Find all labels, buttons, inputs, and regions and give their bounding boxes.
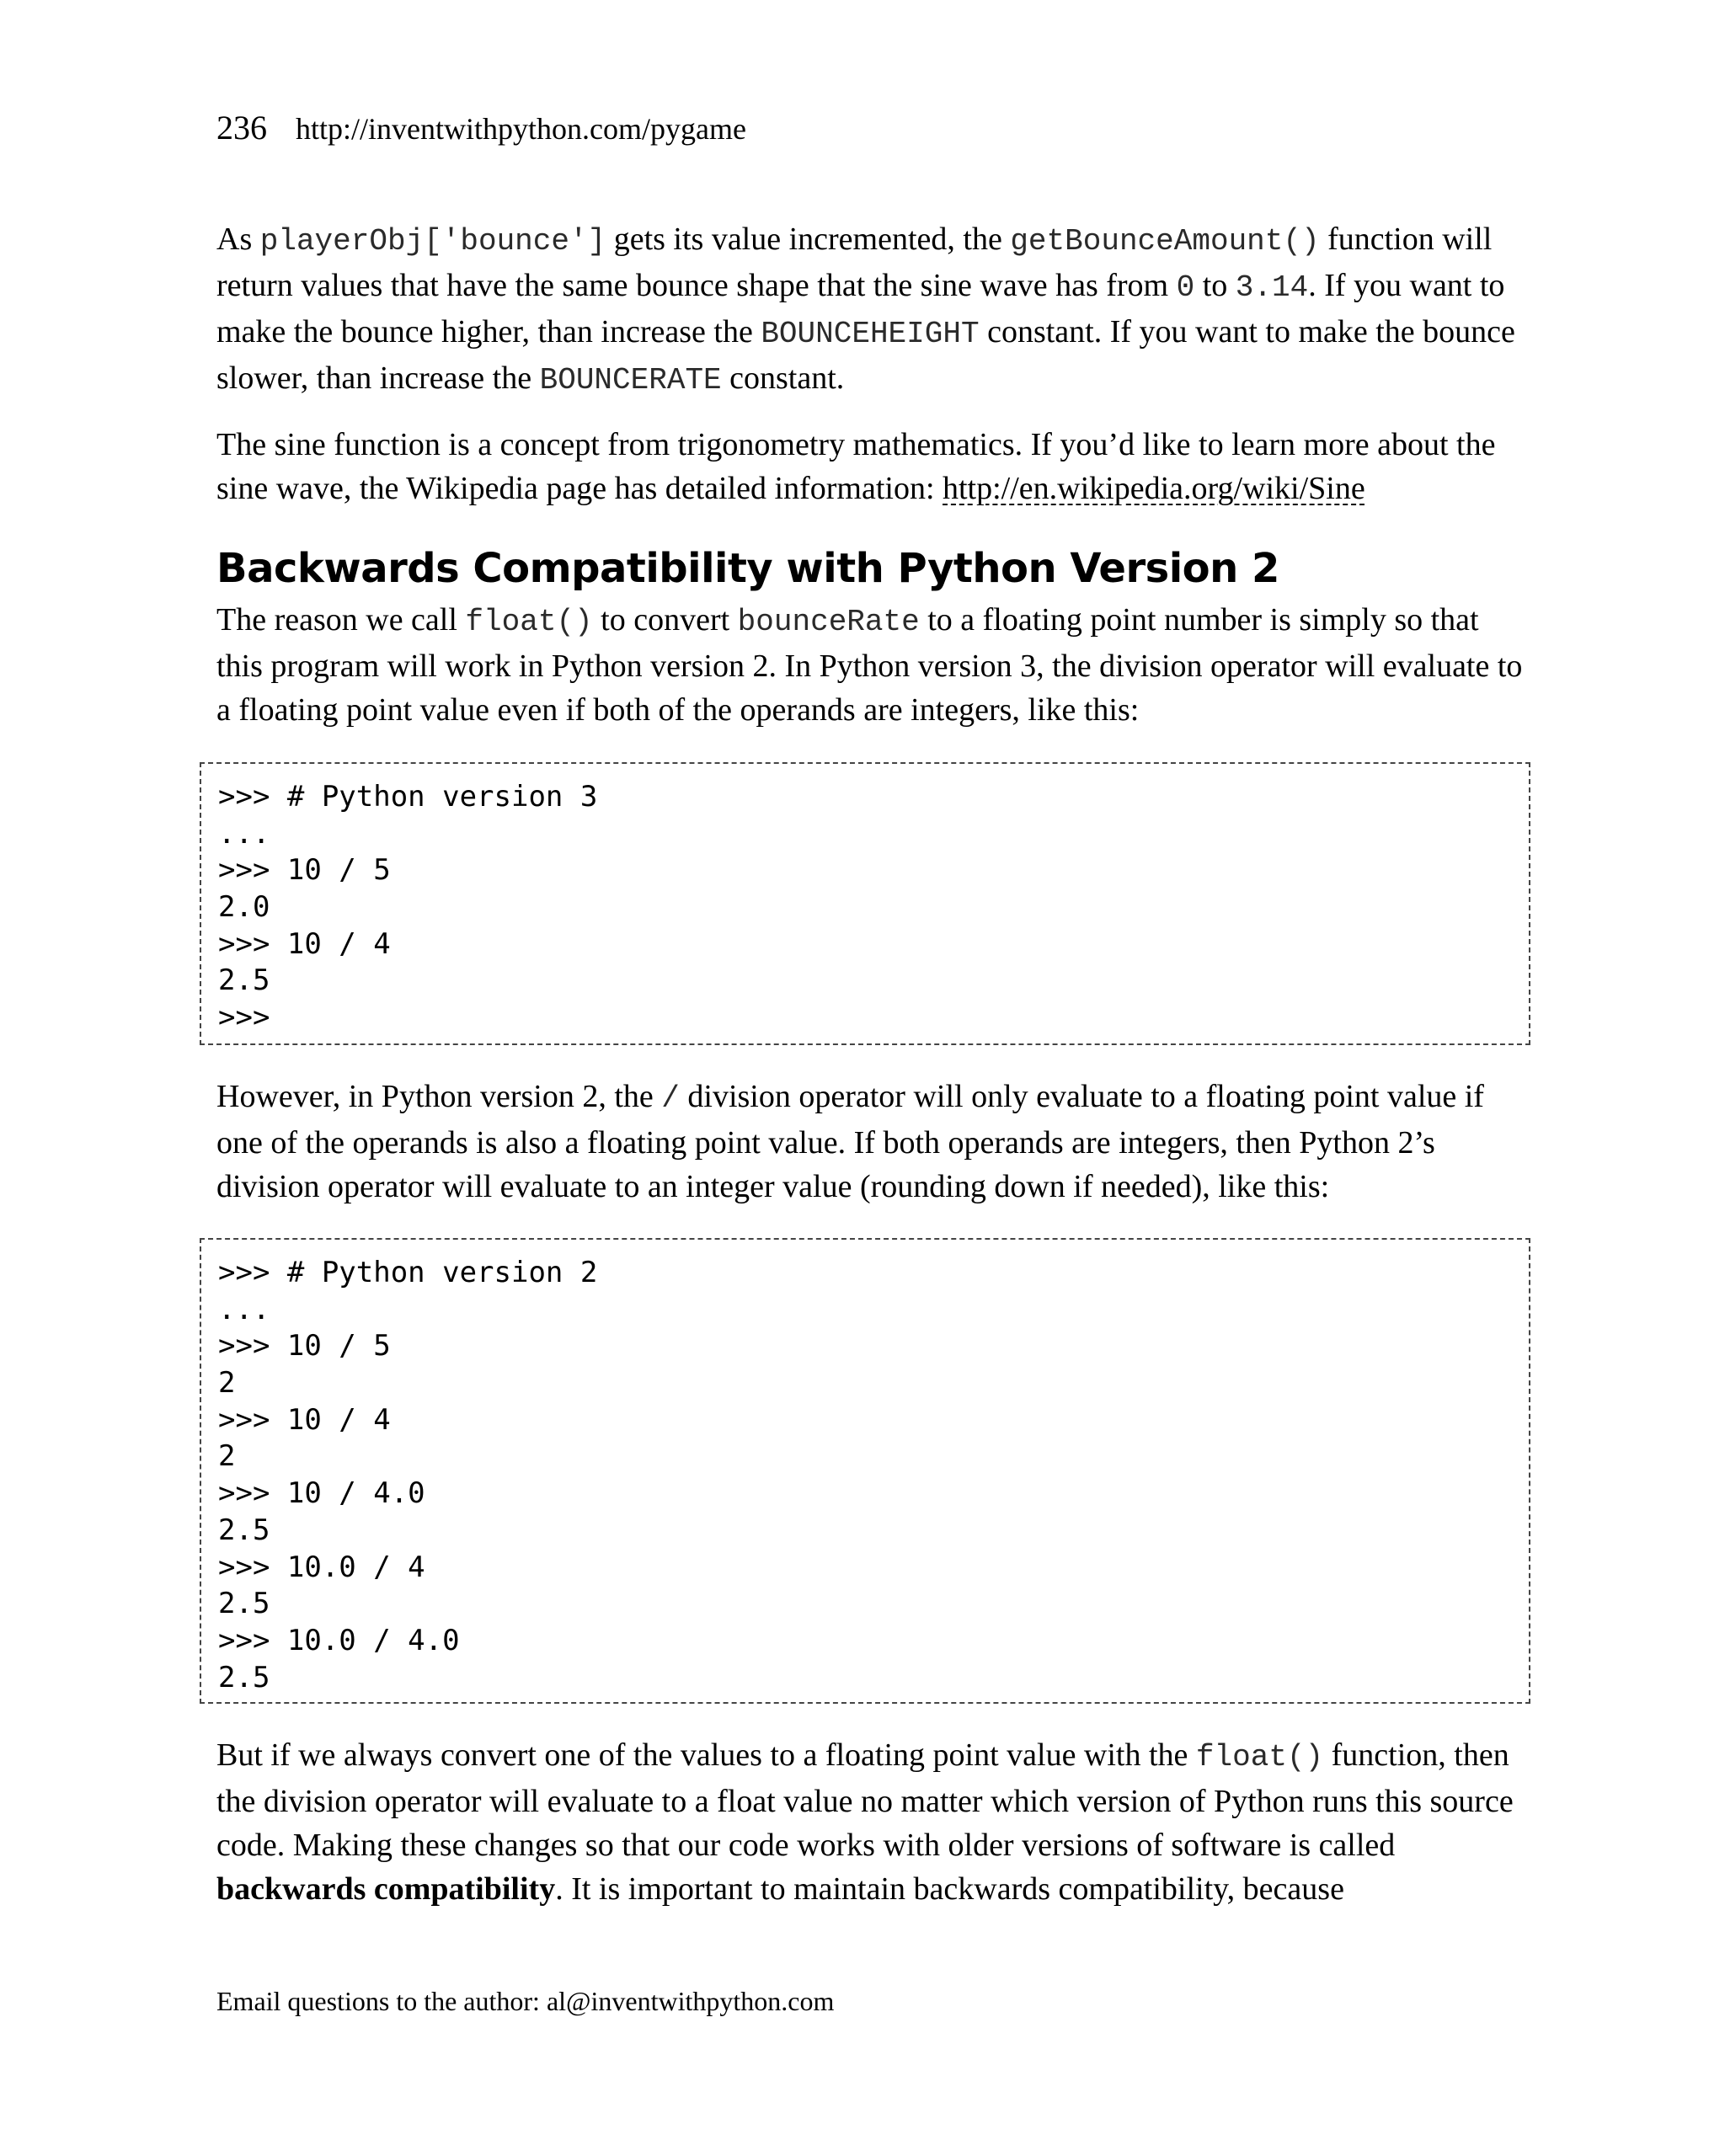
inline-code: float() xyxy=(1195,1740,1324,1774)
code-line: >>> 10 / 5 xyxy=(218,1329,391,1364)
text-run: The reason we call xyxy=(216,602,466,638)
inline-code: BOUNCERATE xyxy=(539,363,722,398)
text-run: . If you want to make the bounce higher, than increase the xyxy=(216,268,1505,350)
section-heading: Backwards Compatibility with Python Version 2 xyxy=(216,545,1279,592)
inline-code: playerObj['bounce'] xyxy=(259,224,606,259)
paragraph-float-reason xyxy=(216,598,1530,732)
bold-term: backwards compatibility xyxy=(216,1871,556,1907)
text-run: function will return values that have the same bounce shape that the sine wave has from xyxy=(216,221,1493,303)
code-line: 2.5 xyxy=(218,1660,270,1694)
text-run: division operator will only evaluate to a floating point value if one of the operands is also a floating point value. If both operands are integers, then Python 2’s division operator will evaluate to an integer value (rounding down if needed), like this: xyxy=(216,1079,1484,1204)
text-run: to xyxy=(1194,268,1236,303)
text-run: constant. xyxy=(721,360,845,396)
code-line: >>> 10 / 5 xyxy=(218,853,391,888)
paragraph-bounce xyxy=(216,217,1530,403)
paragraph-backwards-compat xyxy=(216,1733,1530,1911)
code-line: >>> 10.0 / 4 xyxy=(218,1550,425,1584)
page-footer: Email questions to the author: al@inventwithpython.com xyxy=(216,1986,835,2016)
inline-code: 3.14 xyxy=(1235,270,1309,305)
inline-code: getBounceAmount() xyxy=(1010,224,1320,259)
code-line: 2.5 xyxy=(218,1513,270,1547)
text-run: function, then the division operator will evaluate to a float value no matter which version of Python runs this source code. Making these changes so that our code works with older versions of software is called xyxy=(216,1737,1514,1863)
text-run: But if we always convert one of the values to a floating point value with the xyxy=(216,1737,1196,1773)
text-run: However, in Python version 2, the xyxy=(216,1079,662,1114)
inline-code: bounceRate xyxy=(737,605,920,639)
code-line: 2.5 xyxy=(218,1587,270,1621)
page-header xyxy=(216,108,746,147)
text-run: to convert xyxy=(592,602,738,638)
code-block-python2 xyxy=(200,1238,1530,1704)
inline-code: float() xyxy=(465,605,593,639)
inline-code: 0 xyxy=(1176,270,1195,305)
text-run: As xyxy=(216,221,260,257)
code-line: >>> # Python version 2 xyxy=(218,1256,598,1289)
code-line: 2.5 xyxy=(218,963,270,998)
text-run: to a floating point number is simply so that this program will work in Python version 2. In Python version 3, the division operator will evaluate to a floating point value even if both of the operands are integers, like this: xyxy=(216,602,1523,728)
text-run: constant. If you want to make the bounce slower, than increase the xyxy=(216,314,1515,396)
code-line: 2 xyxy=(218,1366,236,1401)
code-line: >>> 10 / 4.0 xyxy=(218,1476,425,1511)
paragraph-sine xyxy=(216,423,1530,510)
code-line: 2.0 xyxy=(218,890,270,925)
text-run: . It is important to maintain backwards compatibility, because xyxy=(555,1871,1344,1907)
code-line: ... xyxy=(218,816,270,851)
page-number: 236 xyxy=(216,109,267,147)
inline-code: BOUNCEHEIGHT xyxy=(761,317,980,351)
code-line: ... xyxy=(218,1292,270,1326)
code-block-python3 xyxy=(200,762,1530,1045)
text-run: The sine function is a concept from trigonometry mathematics. If you’d like to learn more about the sine wave, the Wikipedia page has detailed information: xyxy=(216,427,1496,506)
code-line: >>> 10 / 4 xyxy=(218,1402,391,1437)
header-url[interactable]: http://inventwithpython.com/pygame xyxy=(296,112,746,146)
text-run: gets its value incremented, the xyxy=(606,221,1011,257)
code-line: >>> 10 / 4 xyxy=(218,926,391,961)
code-line: >>> # Python version 3 xyxy=(218,780,598,814)
wikipedia-link[interactable]: http://en.wikipedia.org/wiki/Sine xyxy=(943,471,1365,506)
paragraph-python2-division xyxy=(216,1075,1530,1209)
code-line: 2 xyxy=(218,1439,236,1474)
inline-code: / xyxy=(661,1081,680,1116)
code-line: >>> 10.0 / 4.0 xyxy=(218,1623,460,1657)
code-line: >>> xyxy=(218,1001,270,1035)
